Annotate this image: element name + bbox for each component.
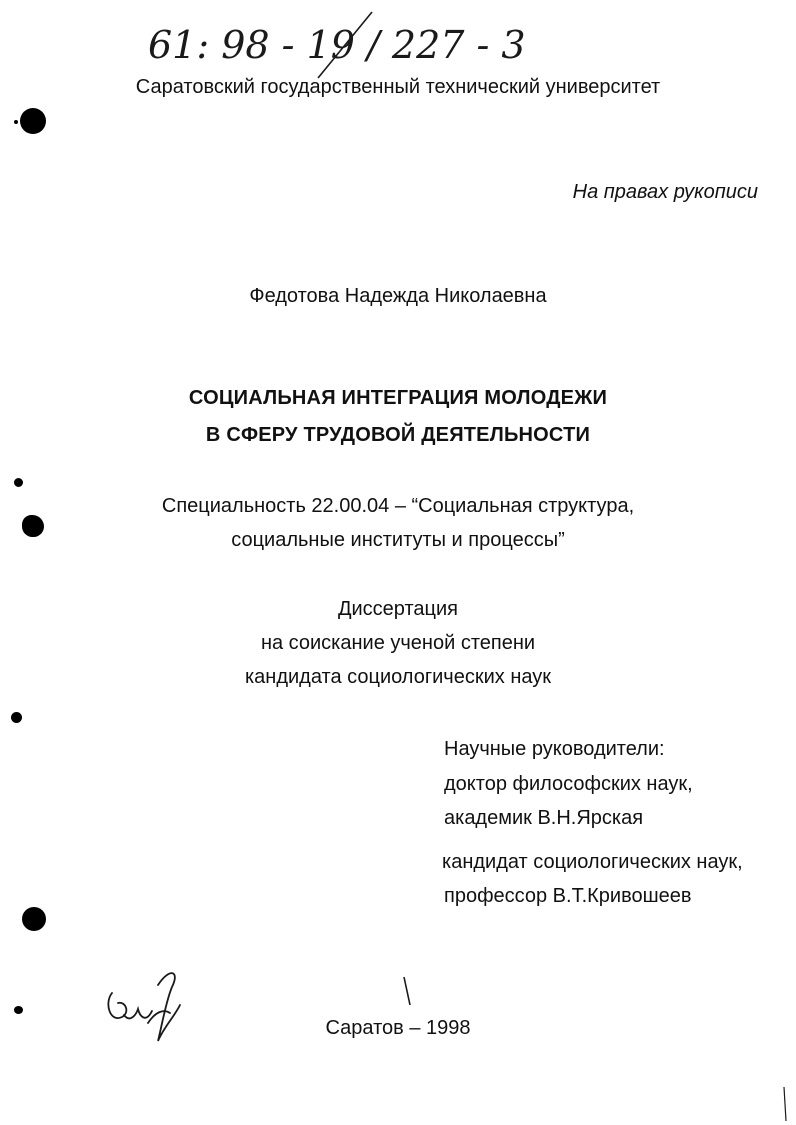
dissertation-line-1: Диссертация (337, 598, 459, 620)
title-line-1: СОЦИАЛЬНАЯ ИНТЕГРАЦИЯ МОЛОДЕЖИ (188, 387, 608, 409)
dissertation-line-2: на соискание ученой степени (260, 632, 536, 654)
pen-mark-bottom (780, 1085, 790, 1125)
dissertation-line-3: кандидата социологических наук (244, 666, 552, 688)
punch-hole-5 (22, 907, 46, 931)
scan-speck (14, 120, 18, 124)
supervisor-1-name: академик В.Н.Ярская (444, 807, 644, 829)
punch-hole-6 (14, 1006, 23, 1014)
punch-hole-2 (14, 478, 23, 487)
supervisor-2-name: профессор В.Т.Кривошеев (444, 885, 692, 907)
author-name: Федотова Надежда Николаевна (249, 285, 547, 307)
university-name: Саратовский государственный технический университет (135, 76, 661, 98)
place-year: Саратов – 1998 (325, 1017, 471, 1039)
punch-hole-4 (11, 712, 22, 723)
punch-hole-1 (20, 108, 46, 134)
supervisor-1-degree: доктор философских наук, (444, 773, 693, 795)
handwritten-signature (100, 965, 220, 1055)
title-line-2: В СФЕРУ ТРУДОВОЙ ДЕЯТЕЛЬНОСТИ (205, 424, 591, 446)
punch-hole-3 (22, 515, 44, 537)
specialty-line-2: социальные институты и процессы” (231, 529, 565, 551)
rights-note: На правах рукописи (572, 181, 758, 203)
specialty-line-1: Специальность 22.00.04 – “Социальная структура, (161, 495, 635, 517)
catalog-number-text: 61: 98 - 19 / 227 - 3 (148, 23, 526, 67)
pen-mark (398, 975, 418, 1015)
supervisor-2-degree: кандидат социологических наук, (442, 851, 743, 873)
supervisors-heading: Научные руководители: (444, 738, 665, 760)
